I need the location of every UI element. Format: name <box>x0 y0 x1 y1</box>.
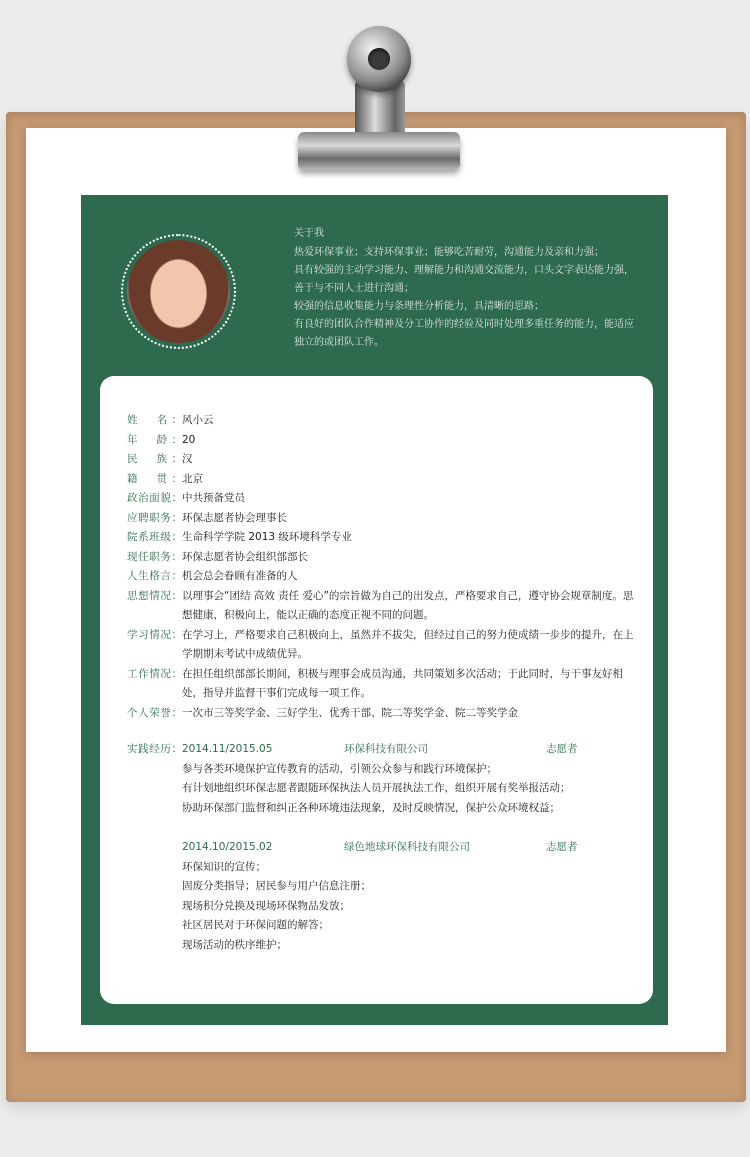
field-value: 一次市三等奖学金、三好学生、优秀干部、院二等奖学金、院二等奖学金 <box>182 706 518 719</box>
about-line: 有良好的团队合作精神及分工协作的经验及同时处理多重任务的能力，能适应独立的或团队工作。 <box>294 319 634 348</box>
profile-row-ethnicity <box>127 450 637 470</box>
binder-clip-hole <box>368 48 390 70</box>
field-label: 院系班级： <box>127 531 182 543</box>
experience-line: 固废分类指导；居民参与用户信息注册； <box>182 880 371 892</box>
field-label: 思想情况： <box>127 589 182 602</box>
experience-line: 协助环保部门监督和纠正各种环境违法现象，及时反映情况，保护公众环境权益； <box>182 801 560 814</box>
experience-entry-1-header <box>127 740 637 760</box>
profile-row-hometown <box>127 470 637 490</box>
experience-entry-2-details <box>127 858 637 956</box>
about-section <box>294 225 634 352</box>
field-value: 北京 <box>182 472 203 485</box>
field-value: 中共预备党员 <box>182 492 245 504</box>
field-label: 学习情况： <box>127 628 182 641</box>
field-label: 年 龄： <box>127 433 182 446</box>
field-value: 汉 <box>182 453 193 465</box>
experience-date: 2014.11/2015.05 <box>182 743 273 755</box>
experience-line: 参与各类环境保护宣传教育的活动，引领公众参与和践行环境保护； <box>182 762 497 775</box>
profile-row-work <box>127 665 637 704</box>
field-value: 环保志愿者协会组织部部长 <box>182 550 308 563</box>
profile-row-name <box>127 411 637 431</box>
experience-company: 环保科技有限公司 <box>344 743 428 755</box>
field-value: 生命科学学院 2013 级环境科学专业 <box>182 531 352 543</box>
field-label: 籍 贯： <box>127 472 182 485</box>
profile-row-political <box>127 489 637 509</box>
profile-photo <box>121 234 236 349</box>
field-label: 民 族： <box>127 453 182 465</box>
profile-row-age <box>127 431 637 451</box>
field-value: 环保志愿者协会理事长 <box>182 511 287 524</box>
field-value: 20 <box>182 433 196 446</box>
field-label: 工作情况： <box>127 667 182 680</box>
experience-role: 志愿者 <box>546 841 578 853</box>
experience-line: 环保知识的宣传； <box>182 860 266 873</box>
profile-row-study <box>127 626 637 665</box>
profile-row-applied-position <box>127 509 637 529</box>
field-label: 政治面貌： <box>127 492 182 504</box>
profile-details <box>127 411 637 955</box>
binder-clip-bar <box>298 132 460 170</box>
avatar-image <box>127 240 230 343</box>
experience-company: 绿色地球环保科技有限公司 <box>344 841 470 853</box>
experience-line: 社区居民对于环保问题的解答； <box>182 919 329 931</box>
field-value: 在担任组织部部长期间，积极与理事会成员沟通，共同策划多次活动；于此同时，与干事友好相处，指导并监督干事们完成每一项工作。 <box>182 667 623 699</box>
about-line: 较强的信息收集能力与条理性分析能力，具清晰的思路； <box>294 301 544 312</box>
experience-date: 2014.10/2015.02 <box>182 841 273 853</box>
experience-line: 现场积分兑换及现场环保物品发放； <box>182 899 350 912</box>
field-value: 以理事会“团结 高效 责任 爱心”的宗旨做为自己的出发点，严格要求自己，遵守协会规章制度。思想健康，积极向上，能以正确的态度正视不同的问题。 <box>182 589 634 621</box>
profile-row-ideology <box>127 587 637 626</box>
field-label: 实践经历： <box>127 743 182 755</box>
profile-row-honors <box>127 704 637 724</box>
profile-row-class <box>127 528 637 548</box>
about-title: 关于我 <box>294 228 324 239</box>
field-label: 人生格言： <box>127 570 182 582</box>
field-label: 个人荣誉： <box>127 706 182 719</box>
profile-row-current-position <box>127 548 637 568</box>
field-label: 现任职务： <box>127 550 182 563</box>
field-label: 姓 名： <box>127 414 182 426</box>
experience-entry-2-header <box>127 838 637 858</box>
about-line: 具有较强的主动学习能力、理解能力和沟通交流能力，口头文字表达能力强，善于与不同人士进行沟通； <box>294 265 634 294</box>
about-line: 热爱环保事业；支持环保事业；能够吃苦耐劳，沟通能力及亲和力强； <box>294 247 604 258</box>
experience-line: 有计划地组织环保志愿者跟随环保执法人员开展执法工作，组织开展有奖举报活动； <box>182 782 571 794</box>
experience-entry-1-details <box>127 760 637 819</box>
field-value: 机会总会眷顾有准备的人 <box>182 570 298 582</box>
profile-row-motto <box>127 567 637 587</box>
field-value: 在学习上，严格要求自己积极向上，虽然并不拔尖，但经过自己的努力使成绩一步步的提升，在上学期期末考试中成绩优异。 <box>182 628 634 660</box>
field-label: 应聘职务： <box>127 511 182 524</box>
experience-role: 志愿者 <box>546 743 578 755</box>
field-value: 风小云 <box>182 414 214 426</box>
experience-line: 现场活动的秩序维护； <box>182 938 287 951</box>
